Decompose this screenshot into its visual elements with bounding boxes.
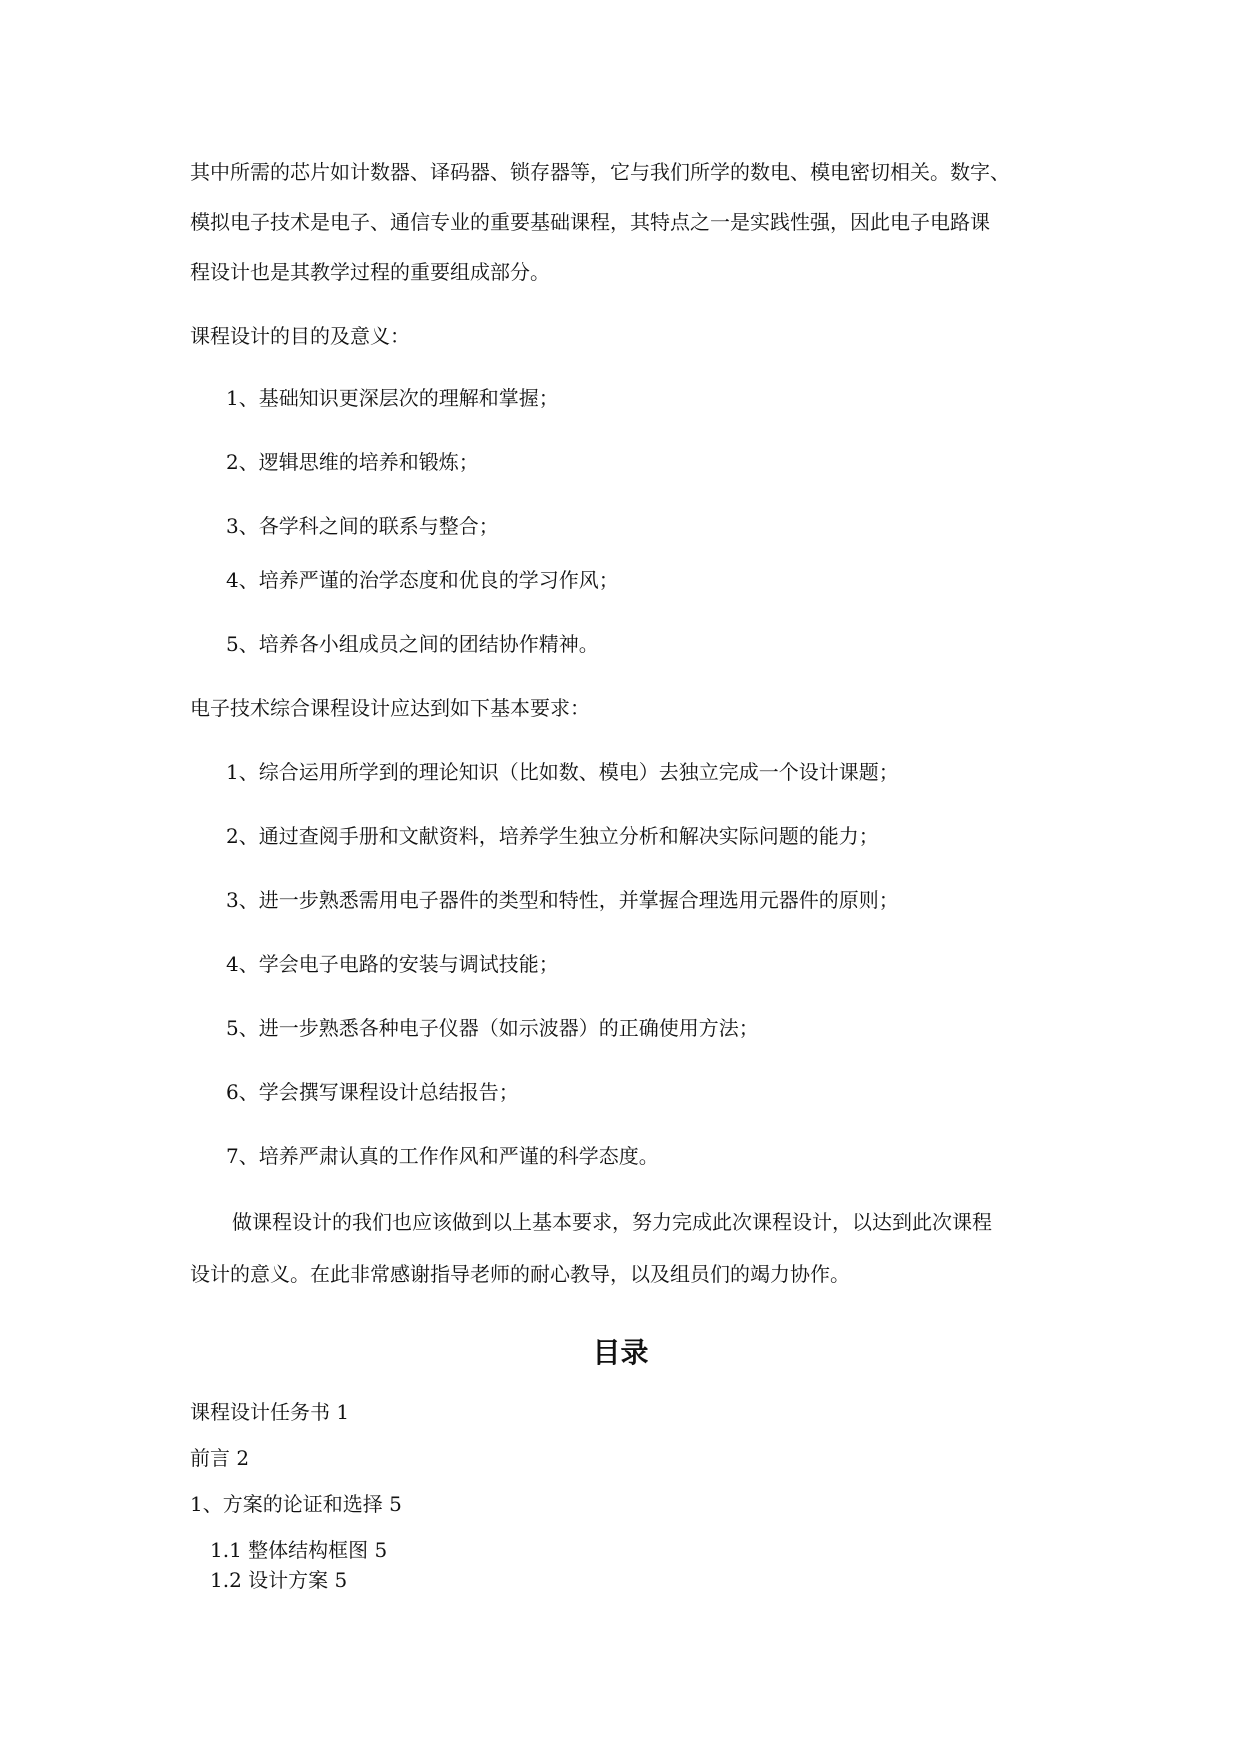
- purpose-item: 1、基础知识更深层次的理解和掌握；: [226, 386, 559, 410]
- closing-line-1: 做课程设计的我们也应该做到以上基本要求，努力完成此次课程设计，以达到此次课程: [232, 1210, 992, 1234]
- purpose-item: 5、培养各小组成员之间的团结协作精神。: [226, 632, 599, 656]
- toc-entry: 1.1 整体结构框图 5: [210, 1538, 388, 1562]
- toc-title: 目录: [592, 1336, 649, 1369]
- purpose-item: 4、培养严谨的治学态度和优良的学习作风；: [226, 568, 619, 592]
- requirement-item: 3、进一步熟悉需用电子器件的类型和特性，并掌握合理选用元器件的原则；: [226, 888, 899, 912]
- intro-line-2: 模拟电子技术是电子、通信专业的重要基础课程，其特点之一是实践性强，因此电子电路课: [190, 210, 990, 234]
- toc-entry: 课程设计任务书 1: [190, 1400, 350, 1424]
- requirement-item: 4、学会电子电路的安装与调试技能；: [226, 952, 559, 976]
- toc-entry: 1、方案的论证和选择 5: [190, 1492, 402, 1516]
- intro-line-1: 其中所需的芯片如计数器、译码器、锁存器等，它与我们所学的数电、模电密切相关。数字、: [190, 160, 1010, 184]
- requirement-item: 5、进一步熟悉各种电子仪器（如示波器）的正确使用方法；: [226, 1016, 759, 1040]
- purpose-item: 3、各学科之间的联系与整合；: [226, 514, 499, 538]
- toc-entry: 1.2 设计方案 5: [210, 1568, 348, 1592]
- requirements-heading: 电子技术综合课程设计应达到如下基本要求：: [190, 696, 590, 720]
- closing-line-2: 设计的意义。在此非常感谢指导老师的耐心教导，以及组员们的竭力协作。: [190, 1262, 850, 1286]
- requirement-item: 1、综合运用所学到的理论知识（比如数、模电）去独立完成一个设计课题；: [226, 760, 899, 784]
- purpose-item: 2、逻辑思维的培养和锻炼；: [226, 450, 479, 474]
- requirement-item: 2、通过查阅手册和文献资料，培养学生独立分析和解决实际问题的能力；: [226, 824, 879, 848]
- requirement-item: 6、学会撰写课程设计总结报告；: [226, 1080, 519, 1104]
- toc-entry: 前言 2: [190, 1446, 250, 1470]
- requirement-item: 7、培养严肃认真的工作作风和严谨的科学态度。: [226, 1144, 659, 1168]
- intro-line-3: 程设计也是其教学过程的重要组成部分。: [190, 260, 550, 284]
- purpose-heading: 课程设计的目的及意义：: [190, 324, 410, 348]
